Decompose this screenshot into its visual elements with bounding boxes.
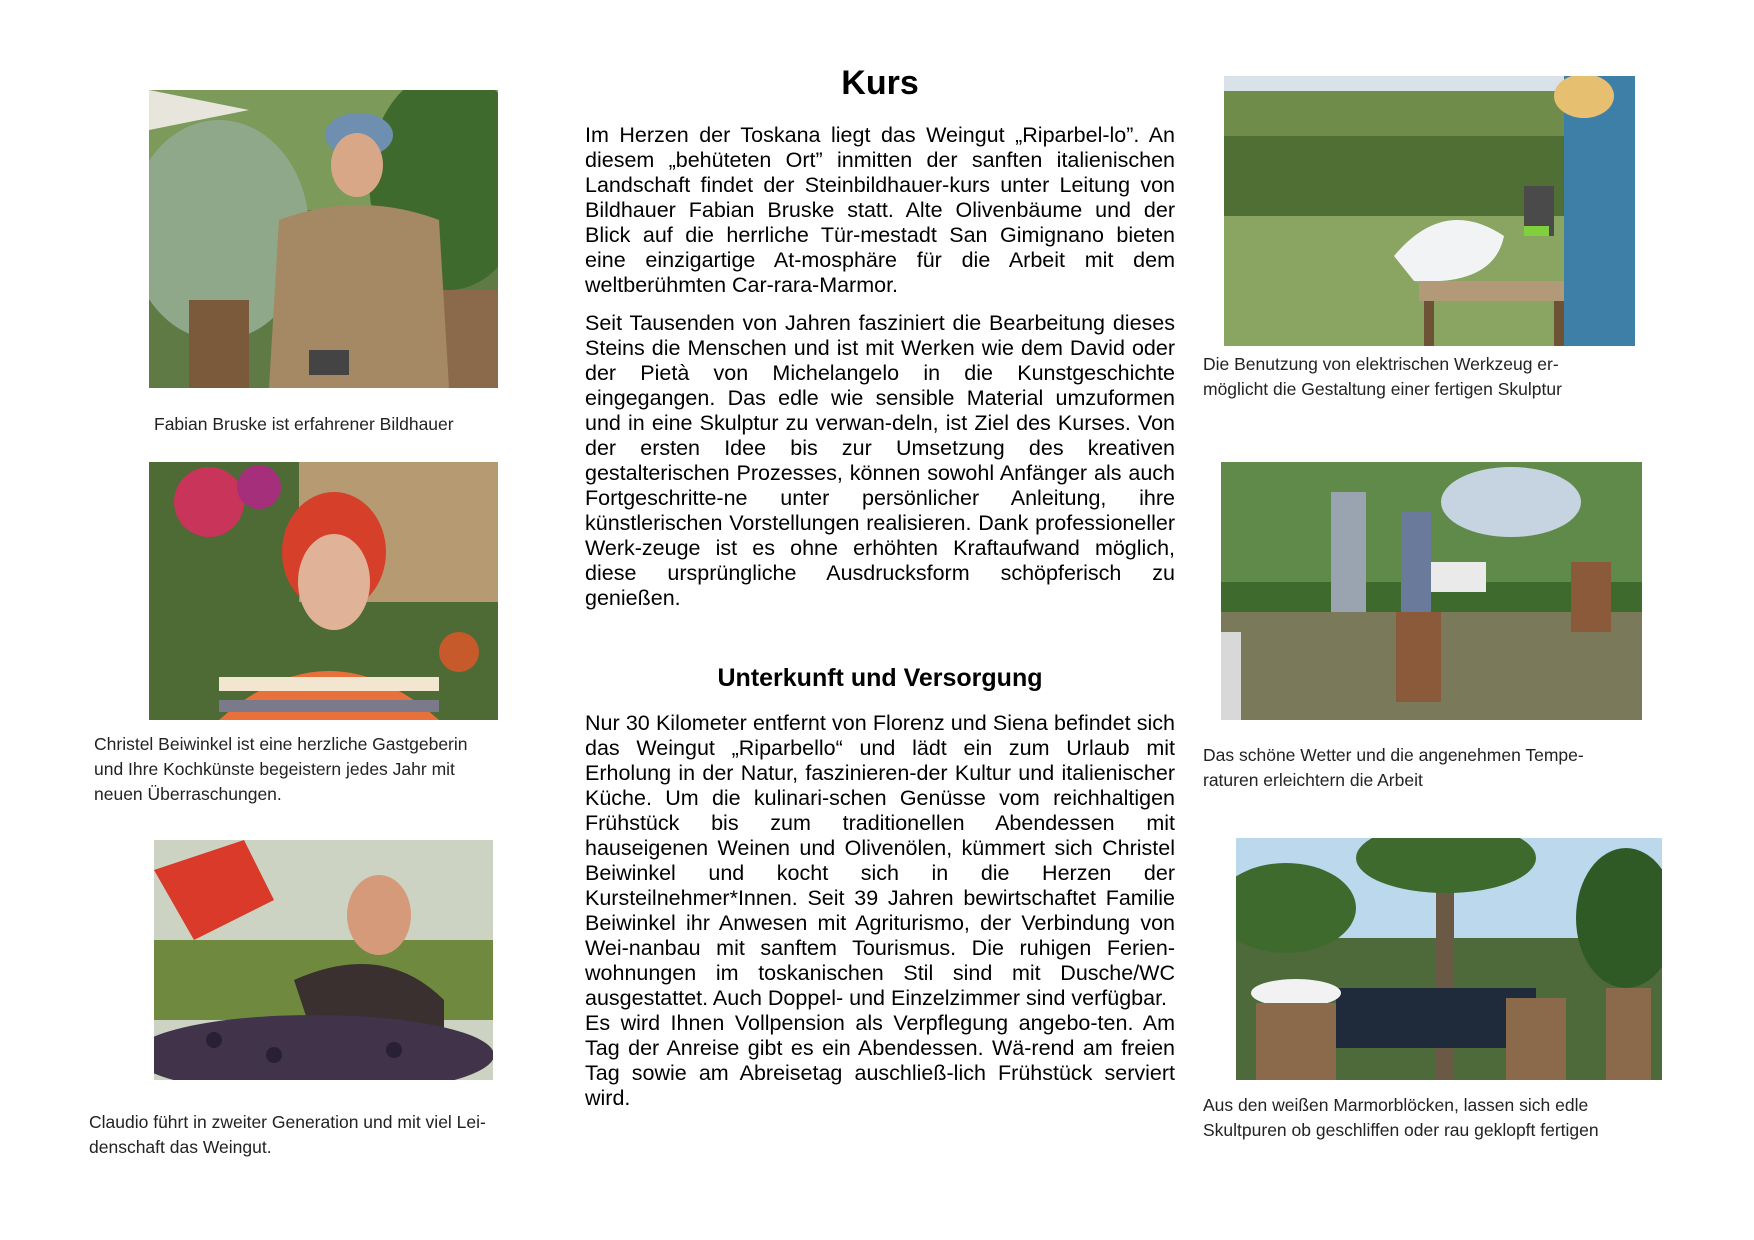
photo-outdoor-workshop — [1221, 462, 1642, 720]
kurs-paragraph-2: Seit Tausenden von Jahren fasziniert die Bearbeitung dieses Steins die Menschen und ist mit Werken wie dem David oder der Pietà von Michelangelo in die Kunstgeschichte eingegangen. Das edle wie sensible Material umzuformen und in eine Skulptur zu verwan-deln, ist Ziel des Kurses. Von der ersten Idee bis zur Umsetzung des kreativen gestalterischen Prozesses, können sowohl Anfänger als auch Fortgeschritte-ne unter persönlicher Anleitung, ihre künstlerischen Vorstellungen realisieren. Dank professioneller Werk-zeuge ist es ohne erhöhten Kraftaufwand möglich, diese ursprüngliche Ausdrucksform schöpferisch zu genießen. — [585, 311, 1175, 610]
photo-marble-blocks — [1236, 838, 1662, 1080]
heading-unterkunft: Unterkunft und Versorgung — [717, 664, 1043, 692]
caption-marmor-line-1: Aus den weißen Marmorblöcken, lassen sich edle — [1203, 1095, 1589, 1115]
caption-wetter — [1203, 743, 1584, 793]
heading-kurs: Kurs — [841, 64, 919, 102]
photo-power-tool-sculpting — [1224, 76, 1635, 346]
caption-claudio — [89, 1110, 486, 1160]
section-unterkunft — [585, 711, 1175, 1111]
caption-wetter-line-2: raturen erleichtern die Arbeit — [1203, 770, 1423, 790]
caption-christel — [94, 732, 468, 807]
caption-werkzeug-line-2: möglicht die Gestaltung einer fertigen Skulptur — [1203, 379, 1562, 399]
unterkunft-paragraph-1: Nur 30 Kilometer entfernt von Florenz und Siena befindet sich das Weingut „Riparbello“ und lädt ein zum Urlaub mit Erholung in der Natur, faszinieren-der Kultur und italienischer Küche. Um die kulinari-schen Genüsse vom reichhaltigen Frühstück bis zum traditionellen Abendessen mit hauseigenen Weinen und Olivenölen, kümmert sich Christel Beiwinkel und kocht sich in die Herzen der Kursteilnehmer*Innen. Seit 39 Jahren bewirtschaftet Familie Beiwinkel ihr Anwesen mit Agriturismo, der Verbindung von Wei-nanbau mit sanftem Tourismus. Die ruhigen Ferien-wohnungen im toskanischen Stil sind mit Dusche/WC ausgestattet. Auch Doppel- und Einzelzimmer sind verfügbar. — [585, 711, 1175, 1010]
caption-christel-line-1: Christel Beiwinkel ist eine herzliche Gastgeberin — [94, 734, 468, 754]
photo-claudio — [154, 840, 493, 1080]
caption-fabian: Fabian Bruske ist erfahrener Bildhauer — [154, 414, 454, 434]
caption-werkzeug-line-1: Die Benutzung von elektrischen Werkzeug er- — [1203, 354, 1559, 374]
caption-marmor-line-2: Skultpuren ob geschliffen oder rau geklopft fertigen — [1203, 1120, 1599, 1140]
kurs-paragraph-1: Im Herzen der Toskana liegt das Weingut „Riparbel-lo”. An diesem „behüteten Ort” inmitten der sanften italienischen Landschaft findet der Steinbildhauer-kurs unter Leitung von Bildhauer Fabian Bruske statt. Alte Olivenbäume und der Blick auf die herrliche Tür-mestadt San Gimignano bieten eine einzigartige At-mosphäre für die Arbeit mit dem weltberühmten Car-rara-Marmor. — [585, 123, 1175, 297]
photo-fabian-bruske — [149, 90, 498, 388]
unterkunft-paragraph-2: Es wird Ihnen Vollpension als Verpflegung angebo-ten. Am Tag der Anreise gibt es ein Abendessen. Wä-rend am freien Tag sowie am Abreisetag auschließ-lich Frühstück serviert wird. — [585, 1011, 1175, 1110]
caption-claudio-line-1: Claudio führt in zweiter Generation und mit viel Lei- — [89, 1112, 486, 1132]
caption-werkzeug — [1203, 352, 1562, 402]
photo-christel-beiwinkel — [149, 462, 498, 720]
caption-marmor — [1203, 1093, 1599, 1143]
caption-christel-line-2: und Ihre Kochkünste begeistern jedes Jahr mit — [94, 759, 455, 779]
section-kurs — [585, 123, 1175, 611]
caption-christel-line-3: neuen Überraschungen. — [94, 784, 282, 804]
caption-claudio-line-2: denschaft das Weingut. — [89, 1137, 272, 1157]
caption-wetter-line-1: Das schöne Wetter und die angenehmen Tempe- — [1203, 745, 1584, 765]
